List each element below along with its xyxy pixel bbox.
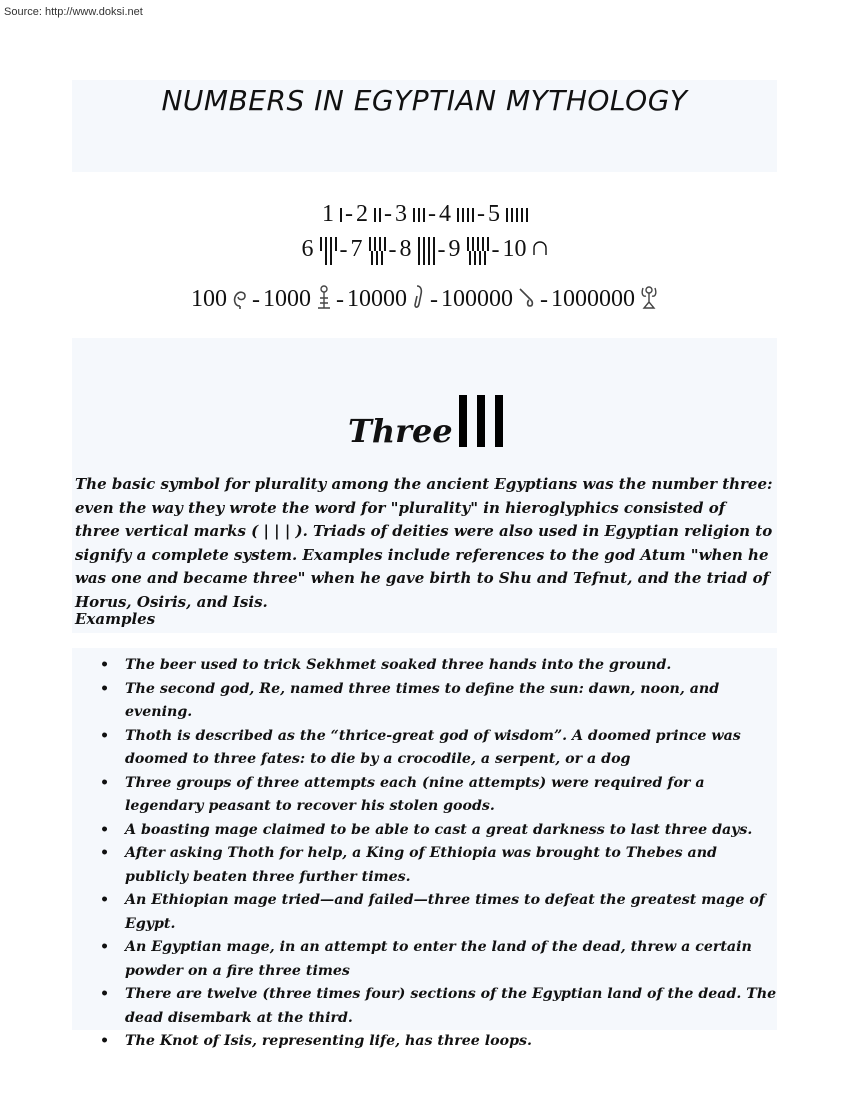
numerals-row-six-to-ten <box>0 236 850 265</box>
list-item: • An Ethiopian mage tried—and failed—three times to defeat the greatest mage of Egypt. <box>100 889 780 936</box>
numeral-strokes-icon <box>369 237 386 265</box>
coil-of-rope-icon <box>231 284 249 317</box>
numeral-item <box>441 286 537 315</box>
examples-label: Examples <box>75 610 156 628</box>
section-heading <box>348 392 503 450</box>
three-strokes-icon <box>459 395 503 447</box>
source-caption: Source: http://www.doksi.net <box>4 6 143 18</box>
section-heading-text: Three <box>348 412 453 450</box>
numeral-item <box>322 201 342 228</box>
numeral-item <box>439 201 474 228</box>
numeral-value: 4 <box>439 200 451 227</box>
numerals-row-powers-of-ten <box>0 284 850 317</box>
list-item: • After asking Thoth for help, a King of Ethiopia was brought to Thebes and publicly beaten three further times. <box>100 842 780 889</box>
numeral-item <box>503 236 549 264</box>
numeral-value: 2 <box>356 200 368 227</box>
heel-bone-icon <box>531 237 549 264</box>
list-item: • A boasting mage claimed to be able to cast a great darkness to last three days. <box>100 819 780 843</box>
examples-list <box>100 654 780 1054</box>
lotus-icon <box>315 284 333 317</box>
numerals-row-units <box>0 200 850 228</box>
numeral-separator: - <box>345 200 353 227</box>
numeral-value: 1 <box>322 200 334 227</box>
numeral-strokes-icon <box>413 208 425 222</box>
tadpole-icon <box>517 286 537 315</box>
numeral-item <box>395 201 425 228</box>
numeral-separator: - <box>540 287 548 313</box>
finger-icon <box>411 284 427 317</box>
list-item: • The second god, Re, named three times to define the sun: dawn, noon, and evening. <box>100 678 780 725</box>
numeral-strokes-icon <box>506 208 528 222</box>
numeral-separator: - <box>384 200 392 227</box>
numeral-strokes-icon <box>340 208 342 222</box>
intro-paragraph: The basic symbol for plurality among the ancient Egyptians was the number three: even the way they wrote the word for "plurality" in hieroglyphics consisted of three vertical marks ( | | | ). Triads of deities were also used in Egyptian religion to signify a complete system. Examples include references to the god Atum "when he was one and became three" when he gave birth to Shu and Tefnut, and the triad of Horus, Osiris, and Isis. <box>75 475 773 611</box>
numeral-value: 10 <box>502 236 527 263</box>
numeral-value: 9 <box>448 236 461 263</box>
list-item: • The beer used to trick Sekhmet soaked three hands into the ground. <box>100 654 780 678</box>
numeral-separator: - <box>477 200 485 227</box>
numeral-value: 1000000 <box>551 286 635 313</box>
numeral-value: 8 <box>399 236 412 263</box>
numeral-separator: - <box>336 287 344 313</box>
page-title: NUMBERS IN EGYPTIAN MYTHOLOGY <box>161 84 688 117</box>
numeral-separator: - <box>428 200 436 227</box>
numeral-value: 6 <box>301 236 314 263</box>
numeral-value: 1000 <box>263 286 311 313</box>
numeral-item <box>356 201 381 228</box>
numeral-separator: - <box>437 236 446 263</box>
numeral-item <box>488 201 528 228</box>
numeral-value: 100000 <box>441 286 513 313</box>
list-item: • There are twelve (three times four) sections of the Egyptian land of the dead. The dead disembark at the third. <box>100 983 780 1030</box>
numeral-strokes-icon <box>374 208 381 222</box>
numeral-value: 7 <box>350 236 363 263</box>
numeral-value: 10000 <box>347 286 407 313</box>
numeral-value: 5 <box>488 200 500 227</box>
heh-god-icon <box>639 284 659 317</box>
list-item: • An Egyptian mage, in an attempt to enter the land of the dead, threw a certain powder on a fire three times <box>100 936 780 983</box>
numeral-item <box>263 284 333 317</box>
numeral-value: 100 <box>191 286 227 313</box>
numeral-separator: - <box>339 236 348 263</box>
numeral-item <box>351 236 386 264</box>
list-item: • The Knot of Isis, representing life, has three loops. <box>100 1030 780 1054</box>
numeral-separator: - <box>430 287 438 313</box>
numeral-item <box>302 236 337 264</box>
numeral-item <box>551 284 659 317</box>
numeral-separator: - <box>252 287 260 313</box>
numeral-strokes-icon <box>320 237 337 265</box>
numeral-separator: - <box>388 236 397 263</box>
list-item: • Thoth is described as the “thrice-great god of wisdom”. A doomed prince was doomed to three fates: to die by a crocodile, a serpent, or a dog <box>100 725 780 772</box>
numeral-separator: - <box>491 236 500 263</box>
numeral-item <box>347 284 427 317</box>
numeral-item <box>400 236 435 264</box>
numeral-strokes-icon <box>467 237 489 265</box>
list-item: • Three groups of three attempts each (nine attempts) were required for a legendary peasant to recover his stolen goods. <box>100 772 780 819</box>
numeral-item <box>191 284 249 317</box>
title-panel <box>72 80 777 172</box>
numeral-item <box>449 236 489 264</box>
numeral-strokes-icon <box>418 237 435 265</box>
numeral-value: 3 <box>395 200 407 227</box>
numeral-strokes-icon <box>457 208 474 222</box>
